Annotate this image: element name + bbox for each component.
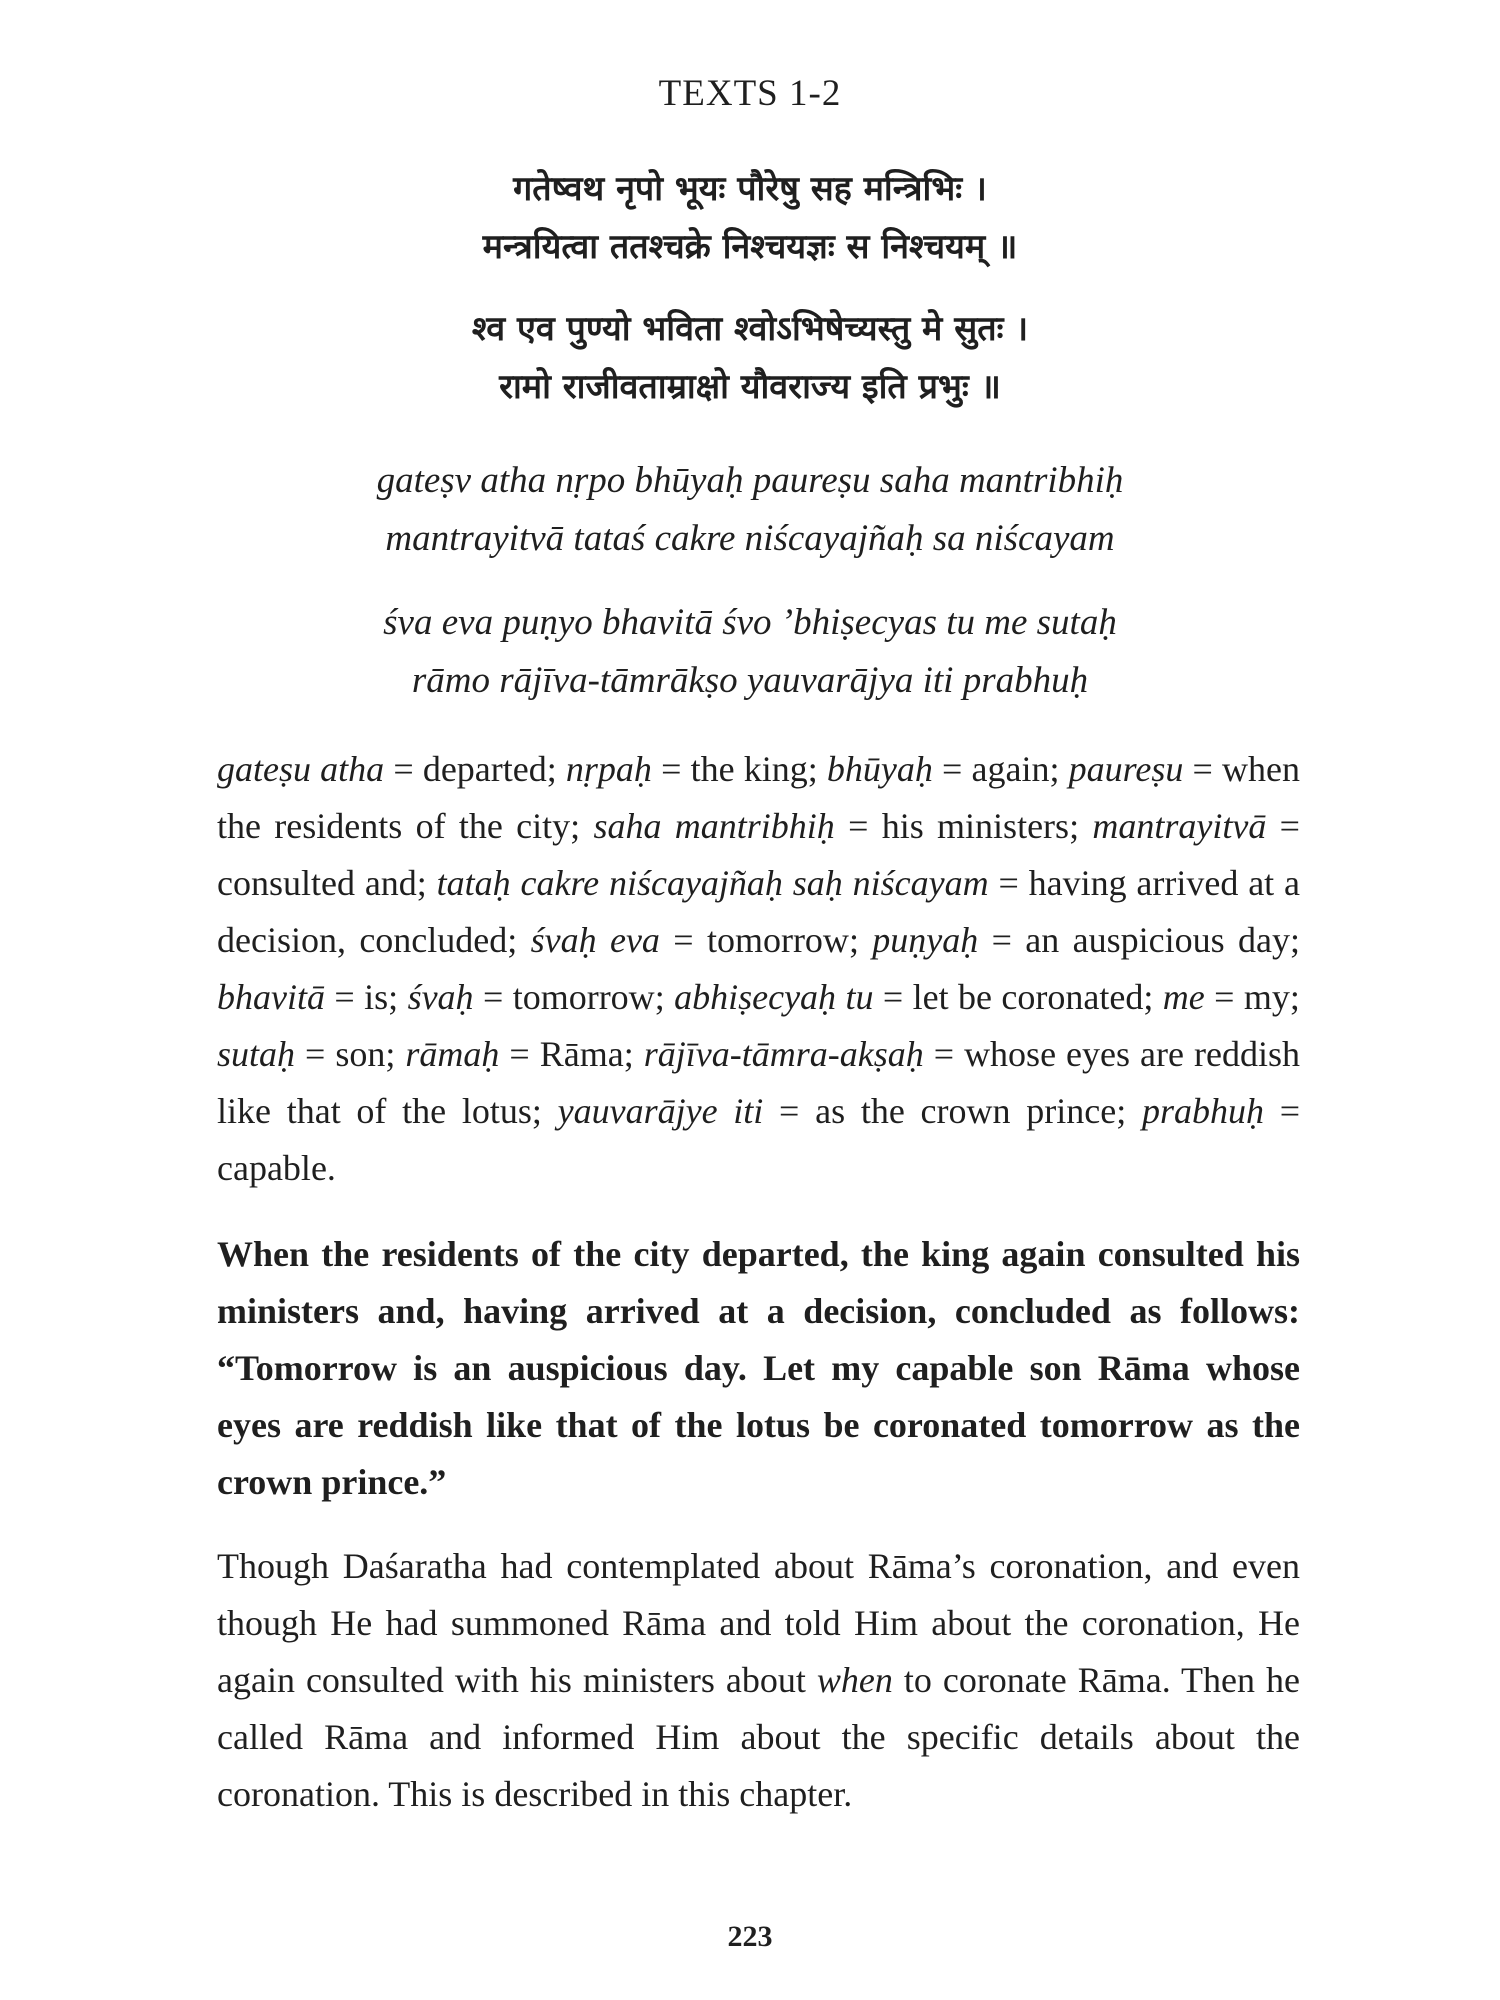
synonym-meaning: let be coronated	[912, 977, 1144, 1017]
synonym-term: śvaḥ	[407, 977, 474, 1017]
synonym-meaning: departed	[422, 749, 547, 789]
synonym-term: rāmaḥ	[405, 1034, 500, 1074]
page-number: 223	[727, 1920, 773, 1953]
synonym-meaning: whose eyes are reddish like that of the lotus	[217, 1034, 1300, 1131]
synonym-meaning: having arrived at a decision, concluded	[217, 863, 1300, 960]
synonym-term: puṇyaḥ	[872, 920, 979, 960]
synonym-meaning: as the crown prince	[815, 1091, 1117, 1131]
word-for-word-synonyms: gateṣu atha = departed; nṛpaḥ = the king; bhūyaḥ = again; paureṣu = when the residents of the city; saha mantribhiḥ = his ministers; mantrayitvā = consulted and; tataḥ cakre niścayajñaḥ saḥ niścayam = having arrived at a decision, concluded; śvaḥ eva = tomorrow; puṇyaḥ = an auspicious day; bhavitā = is; śvaḥ = tomorrow; abhiṣecyaḥ tu = let be coronated; me = my; sutaḥ = son; rāmaḥ = Rāma; rājīva-tāmra-akṣaḥ = whose eyes are reddish like that of the lotus; yauvarājye iti = as the crown prince; prabhuḥ = capable.	[217, 749, 1300, 1188]
synonym-term: prabhuḥ	[1141, 1091, 1264, 1131]
synonym-meaning: son	[335, 1034, 386, 1074]
synonym-term: bhūyaḥ	[826, 749, 933, 789]
verse-translation: When the residents of the city departed, the king again consulted his ministers and, having arrived at a decision, concluded as follows: “Tomorrow is an auspicious day. Let my capable son Rāma whose eyes are reddish like that of the lotus be coronated tomorrow as the crown prince.”	[217, 1234, 1300, 1502]
synonym-term: abhiṣecyaḥ tu	[674, 977, 874, 1017]
synonym-meaning: consulted and	[217, 863, 417, 903]
synonym-term: me	[1162, 977, 1205, 1017]
devanagari-stanza-2	[0, 300, 1500, 416]
devanagari-line: श्व एव पुण्यो भविता श्वोऽभिषेच्यस्तु मे सुतः ।	[471, 309, 1029, 349]
purport-emphasis: when	[816, 1660, 893, 1700]
synonym-meaning: when the residents of the city	[217, 749, 1300, 846]
transliteration-line: śva eva puṇyo bhavitā śvo ’bhiṣecyas tu me sutaḥ	[383, 602, 1117, 643]
synonym-term: rājīva-tāmra-akṣaḥ	[643, 1034, 924, 1074]
synonym-meaning: again	[971, 749, 1050, 789]
synonym-meaning: is	[364, 977, 389, 1017]
transliteration-stanza-1	[0, 452, 1500, 568]
synonym-term: sutaḥ	[217, 1034, 296, 1074]
transliteration-stanza-2	[0, 594, 1500, 710]
transliteration-line: mantrayitvā tataś cakre niścayajñaḥ sa niścayam	[385, 518, 1115, 559]
synonym-meaning: an auspicious day	[1025, 920, 1290, 960]
synonym-term: paureṣu	[1068, 749, 1184, 789]
devanagari-line: मन्त्रयित्वा ततश्चक्रे निश्चयज्ञः स निश्चयम् ॥	[482, 227, 1018, 267]
devanagari-stanza-1	[0, 160, 1500, 276]
synonym-term: mantrayitvā	[1092, 806, 1267, 846]
synonym-meaning: my	[1243, 977, 1290, 1017]
synonym-term: tataḥ cakre niścayajñaḥ saḥ niścayam	[436, 863, 989, 903]
synonym-meaning: tomorrow	[512, 977, 655, 1017]
devanagari-line: गतेष्वथ नृपो भूयः पौरेषु सह मन्त्रिभिः ।	[513, 169, 987, 209]
synonym-term: yauvarājye iti	[557, 1091, 764, 1131]
texts-heading: TEXTS 1-2	[658, 73, 842, 114]
synonym-term: bhavitā	[217, 977, 325, 1017]
devanagari-line: रामो राजीवताम्राक्षो यौवराज्य इति प्रभुः ॥	[499, 367, 1001, 407]
synonym-term: śvaḥ eva	[530, 920, 660, 960]
purport-text: Though Daśaratha had contemplated about Rāma’s coronation, and even though He had summoned Rāma and told Him about the coronation, He again consulted with his ministers about	[217, 1546, 1300, 1700]
synonym-meaning: capable.	[217, 1148, 336, 1188]
synonym-term: gateṣu atha	[217, 749, 385, 789]
synonym-meaning: the king	[690, 749, 808, 789]
synonym-meaning: his ministers	[881, 806, 1070, 846]
purport-paragraph	[217, 1538, 1300, 1823]
synonym-term: saha mantribhiḥ	[593, 806, 835, 846]
transliteration-line: rāmo rājīva-tāmrākṣo yauvarājya iti prabhuḥ	[411, 660, 1089, 701]
purport-text: to coronate Rāma. Then he called Rāma and informed Him about the specific details about the coronation. This is described in this chapter.	[217, 1660, 1300, 1814]
synonym-meaning: Rāma	[539, 1034, 624, 1074]
transliteration-line: gateṣv atha nṛpo bhūyaḥ paureṣu saha mantribhiḥ	[376, 460, 1124, 501]
synonym-meaning: tomorrow	[706, 920, 849, 960]
synonym-term: nṛpaḥ	[565, 749, 652, 789]
